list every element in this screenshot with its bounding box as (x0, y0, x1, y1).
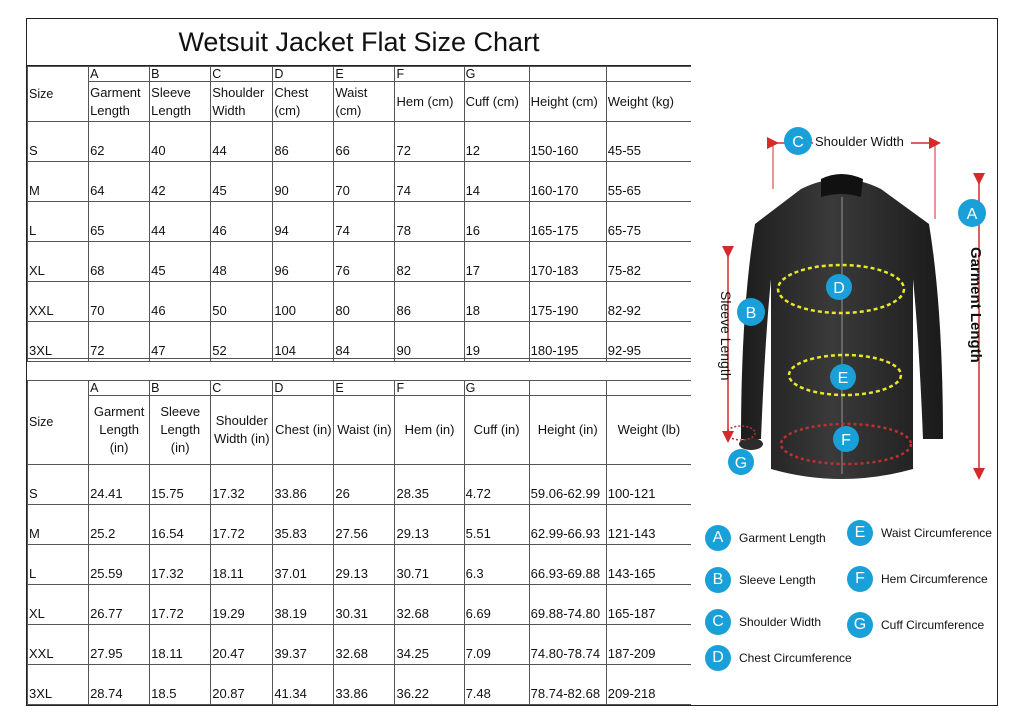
value-cell: 37.01 (273, 545, 334, 585)
value-cell: 143-165 (606, 545, 691, 585)
measurement-diagram-panel (691, 18, 998, 706)
value-cell: 20.87 (211, 665, 273, 705)
column-letter-cell: B (150, 381, 211, 396)
value-cell: 4.72 (464, 465, 529, 505)
value-cell: 50 (211, 282, 273, 322)
value-cell: 38.19 (273, 585, 334, 625)
value-cell: 66.93-69.88 (529, 545, 606, 585)
value-cell: 5.51 (464, 505, 529, 545)
jacket-diagram (691, 19, 997, 705)
column-letter-cell: C (211, 381, 273, 396)
value-cell: 27.56 (334, 505, 395, 545)
value-cell: 33.86 (273, 465, 334, 505)
badge-f-icon: F (847, 566, 873, 592)
value-cell: 72 (395, 122, 464, 162)
size-cell: L (28, 202, 89, 242)
column-header-cell: Sleeve Length (150, 82, 211, 122)
value-cell: 100-121 (606, 465, 691, 505)
column-letter-cell (529, 381, 606, 396)
value-cell: 68 (89, 242, 150, 282)
column-header-cell: Chest (in) (273, 396, 334, 465)
value-cell: 94 (273, 202, 334, 242)
value-cell: 33.86 (334, 665, 395, 705)
size-header-cell: Size (28, 67, 89, 122)
value-cell: 7.48 (464, 665, 529, 705)
column-header-cell: Cuff (in) (464, 396, 529, 465)
table-row (28, 122, 692, 162)
value-cell: 17 (464, 242, 529, 282)
size-cell: L (28, 545, 89, 585)
table-row (28, 665, 692, 705)
column-header-cell: Hem (in) (395, 396, 464, 465)
size-cell: M (28, 505, 89, 545)
size-cell: S (28, 122, 89, 162)
value-cell: 18 (464, 282, 529, 322)
value-cell: 187-209 (606, 625, 691, 665)
value-cell: 44 (150, 202, 211, 242)
legend-item-a: A Garment Length (705, 525, 826, 551)
column-header-cell: Weight (kg) (606, 82, 691, 122)
value-cell: 90 (273, 162, 334, 202)
value-cell: 78.74-82.68 (529, 665, 606, 705)
value-cell: 74 (334, 202, 395, 242)
size-cell: XL (28, 585, 89, 625)
legend-item-b: B Sleeve Length (705, 567, 816, 593)
value-cell: 46 (211, 202, 273, 242)
value-cell: 27.95 (89, 625, 150, 665)
value-cell: 30.31 (334, 585, 395, 625)
table-row (28, 202, 692, 242)
value-cell: 44 (211, 122, 273, 162)
badge-e-icon: E (847, 520, 873, 546)
value-cell: 66 (334, 122, 395, 162)
garment-length-label: Garment Length (967, 247, 984, 363)
value-cell: 29.13 (395, 505, 464, 545)
value-cell: 74 (395, 162, 464, 202)
value-cell: 20.47 (211, 625, 273, 665)
size-cell: 3XL (28, 322, 89, 362)
value-cell: 165-187 (606, 585, 691, 625)
imperial-size-table (27, 380, 692, 705)
svg-text:B: B (745, 305, 757, 322)
value-cell: 29.13 (334, 545, 395, 585)
value-cell: 121-143 (606, 505, 691, 545)
size-chart-sheet (26, 18, 692, 706)
value-cell: 84 (334, 322, 395, 362)
value-cell: 17.32 (211, 465, 273, 505)
value-cell: 150-160 (529, 122, 606, 162)
legend-item-c: C Shoulder Width (705, 609, 821, 635)
value-cell: 62 (89, 122, 150, 162)
column-letter-cell: A (89, 381, 150, 396)
size-cell: 3XL (28, 665, 89, 705)
column-header-row (28, 82, 692, 122)
value-cell: 69.88-74.80 (529, 585, 606, 625)
value-cell: 47 (150, 322, 211, 362)
column-letter-cell: C (211, 67, 273, 82)
column-header-cell: Waist (in) (334, 396, 395, 465)
value-cell: 39.37 (273, 625, 334, 665)
value-cell: 34.25 (395, 625, 464, 665)
value-cell: 36.22 (395, 665, 464, 705)
badge-b-icon: B (705, 567, 731, 593)
svg-text:E: E (837, 370, 849, 387)
value-cell: 100 (273, 282, 334, 322)
value-cell: 64 (89, 162, 150, 202)
value-cell: 17.72 (211, 505, 273, 545)
table-row (28, 322, 692, 362)
column-header-cell: Garment Length (in) (89, 396, 150, 465)
value-cell: 14 (464, 162, 529, 202)
legend-item-e: E Waist Circumference (847, 520, 992, 546)
value-cell: 15.75 (150, 465, 211, 505)
column-header-cell: Height (in) (529, 396, 606, 465)
size-cell: XXL (28, 625, 89, 665)
value-cell: 19.29 (211, 585, 273, 625)
value-cell: 86 (273, 122, 334, 162)
column-letter-row (28, 67, 692, 82)
value-cell: 170-183 (529, 242, 606, 282)
value-cell: 70 (334, 162, 395, 202)
value-cell: 65 (89, 202, 150, 242)
value-cell: 12 (464, 122, 529, 162)
value-cell: 48 (211, 242, 273, 282)
table-row (28, 505, 692, 545)
column-letter-cell: G (464, 67, 529, 82)
legend-item-f: F Hem Circumference (847, 566, 988, 592)
value-cell: 24.41 (89, 465, 150, 505)
table-row (28, 545, 692, 585)
table-row (28, 625, 692, 665)
garment-length-measure (958, 179, 986, 474)
table-row (28, 242, 692, 282)
size-cell: M (28, 162, 89, 202)
column-letter-cell (606, 67, 691, 82)
column-header-cell: Waist (cm) (334, 82, 395, 122)
column-letter-cell: F (395, 381, 464, 396)
badge-a-icon: A (705, 525, 731, 551)
value-cell: 59.06-62.99 (529, 465, 606, 505)
value-cell: 104 (273, 322, 334, 362)
column-header-cell: Weight (lb) (606, 396, 691, 465)
value-cell: 25.59 (89, 545, 150, 585)
value-cell: 19 (464, 322, 529, 362)
value-cell: 165-175 (529, 202, 606, 242)
size-cell: S (28, 465, 89, 505)
value-cell: 45 (211, 162, 273, 202)
table-row (28, 465, 692, 505)
value-cell: 75-82 (606, 242, 691, 282)
column-letter-cell: F (395, 67, 464, 82)
value-cell: 62.99-66.93 (529, 505, 606, 545)
value-cell: 25.2 (89, 505, 150, 545)
value-cell: 160-170 (529, 162, 606, 202)
value-cell: 35.83 (273, 505, 334, 545)
svg-text:A: A (966, 206, 978, 223)
badge-g-icon: G (847, 612, 873, 638)
value-cell: 40 (150, 122, 211, 162)
size-cell: XXL (28, 282, 89, 322)
value-cell: 92-95 (606, 322, 691, 362)
value-cell: 180-195 (529, 322, 606, 362)
table-row (28, 282, 692, 322)
column-letter-cell (529, 67, 606, 82)
value-cell: 17.72 (150, 585, 211, 625)
value-cell: 16 (464, 202, 529, 242)
column-header-cell: Cuff (cm) (464, 82, 529, 122)
value-cell: 30.71 (395, 545, 464, 585)
sleeve-length-label: Sleeve Length (718, 291, 734, 381)
value-cell: 65-75 (606, 202, 691, 242)
column-header-cell: Shoulder Width (211, 82, 273, 122)
column-letter-cell: D (273, 67, 334, 82)
column-letter-cell: D (273, 381, 334, 396)
value-cell: 76 (334, 242, 395, 282)
svg-text:G: G (734, 455, 748, 472)
value-cell: 16.54 (150, 505, 211, 545)
column-letter-row (28, 381, 692, 396)
svg-text:C: C (792, 134, 804, 151)
value-cell: 26.77 (89, 585, 150, 625)
svg-text:F: F (841, 432, 851, 449)
svg-text:D: D (833, 280, 845, 297)
column-letter-cell: G (464, 381, 529, 396)
value-cell: 96 (273, 242, 334, 282)
legend-item-g: G Cuff Circumference (847, 612, 984, 638)
column-header-row (28, 396, 692, 465)
column-header-cell: Chest (cm) (273, 82, 334, 122)
column-letter-cell (606, 381, 691, 396)
value-cell: 32.68 (395, 585, 464, 625)
column-header-cell: Height (cm) (529, 82, 606, 122)
column-letter-cell: B (150, 67, 211, 82)
metric-size-table (27, 66, 692, 362)
value-cell: 70 (89, 282, 150, 322)
legend-item-d: D Chest Circumference (705, 645, 852, 671)
value-cell: 78 (395, 202, 464, 242)
value-cell: 6.3 (464, 545, 529, 585)
value-cell: 74.80-78.74 (529, 625, 606, 665)
chart-title: Wetsuit Jacket Flat Size Chart (27, 19, 691, 66)
value-cell: 45 (150, 242, 211, 282)
value-cell: 72 (89, 322, 150, 362)
value-cell: 90 (395, 322, 464, 362)
value-cell: 46 (150, 282, 211, 322)
size-header-cell: Size (28, 381, 89, 465)
value-cell: 18.5 (150, 665, 211, 705)
value-cell: 18.11 (211, 545, 273, 585)
column-header-cell: Garment Length (89, 82, 150, 122)
table-separator (27, 358, 691, 380)
shoulder-width-label: Shoulder Width (815, 134, 904, 149)
badge-d-icon: D (705, 645, 731, 671)
value-cell: 41.34 (273, 665, 334, 705)
value-cell: 6.69 (464, 585, 529, 625)
column-header-cell: Sleeve Length (in) (150, 396, 211, 465)
value-cell: 18.11 (150, 625, 211, 665)
value-cell: 7.09 (464, 625, 529, 665)
value-cell: 209-218 (606, 665, 691, 705)
table-row (28, 585, 692, 625)
column-header-cell: Hem (cm) (395, 82, 464, 122)
value-cell: 80 (334, 282, 395, 322)
column-letter-cell: E (334, 67, 395, 82)
value-cell: 82 (395, 242, 464, 282)
column-letter-cell: A (89, 67, 150, 82)
column-letter-cell: E (334, 381, 395, 396)
value-cell: 28.74 (89, 665, 150, 705)
value-cell: 86 (395, 282, 464, 322)
value-cell: 45-55 (606, 122, 691, 162)
value-cell: 42 (150, 162, 211, 202)
value-cell: 17.32 (150, 545, 211, 585)
value-cell: 52 (211, 322, 273, 362)
badge-c-icon: C (705, 609, 731, 635)
value-cell: 28.35 (395, 465, 464, 505)
column-header-cell: Shoulder Width (in) (211, 396, 273, 465)
value-cell: 175-190 (529, 282, 606, 322)
value-cell: 32.68 (334, 625, 395, 665)
value-cell: 26 (334, 465, 395, 505)
value-cell: 82-92 (606, 282, 691, 322)
size-cell: XL (28, 242, 89, 282)
table-row (28, 162, 692, 202)
value-cell: 55-65 (606, 162, 691, 202)
